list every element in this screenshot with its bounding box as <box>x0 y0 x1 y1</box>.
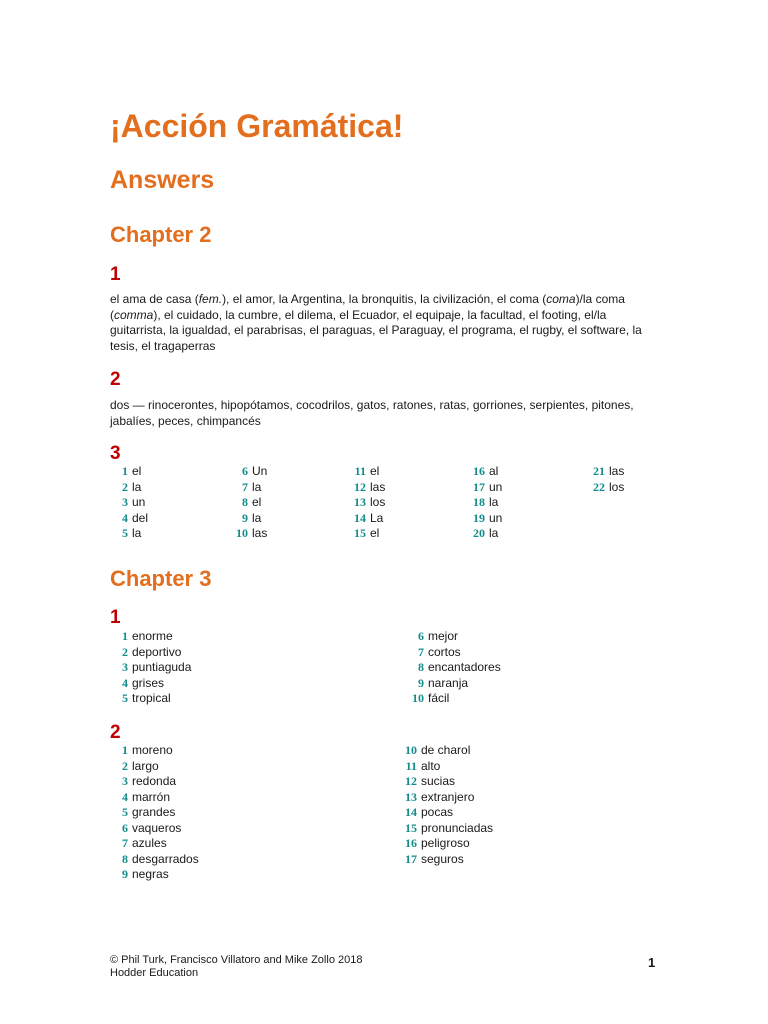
answer-item <box>110 743 199 759</box>
answer-number: 22 <box>593 479 605 494</box>
answer-item <box>348 495 385 511</box>
answer-number: 5 <box>122 526 128 540</box>
answer-number: 7 <box>242 479 248 494</box>
answer-number: 17 <box>473 479 485 494</box>
copyright-line: © Phil Turk, Francisco Villatoro and Mike Zollo 2018 <box>110 954 363 966</box>
answer-number: 1 <box>122 743 128 757</box>
ch2-question-2-number: 2 <box>110 369 121 390</box>
answer-text: deportivo <box>132 644 182 659</box>
answer-column <box>110 464 148 542</box>
answer-number: 3 <box>122 660 128 674</box>
answer-number: 14 <box>354 510 366 525</box>
answer-number: 16 <box>473 464 485 478</box>
answer-item <box>399 821 493 837</box>
chapter-2-heading: Chapter 2 <box>110 222 212 247</box>
answer-text: las <box>370 479 386 494</box>
answer-number: 2 <box>122 758 128 773</box>
answer-text: negras <box>132 867 169 881</box>
answer-item <box>467 464 502 480</box>
answer-item <box>110 495 148 511</box>
answer-text: largo <box>132 758 159 773</box>
ch2-question-1-number: 1 <box>110 264 121 285</box>
answer-item <box>467 526 502 542</box>
answer-text: la <box>252 479 262 494</box>
answer-number: 4 <box>122 510 128 525</box>
answer-item <box>110 511 148 527</box>
answer-text: azules <box>132 836 167 850</box>
answer-item <box>230 495 267 511</box>
answer-item <box>399 743 493 759</box>
answer-item <box>406 660 501 676</box>
answer-number: 7 <box>122 836 128 850</box>
answer-text: grandes <box>132 805 176 819</box>
answer-item <box>399 774 493 790</box>
answer-number: 1 <box>122 464 128 478</box>
chapter-3-heading: Chapter 3 <box>110 566 212 591</box>
answer-number: 9 <box>122 867 128 881</box>
ch3-question-2-answers <box>110 743 650 888</box>
answer-number: 9 <box>242 510 248 525</box>
answer-text: enorme <box>132 629 173 643</box>
answer-text: de charol <box>421 743 471 757</box>
answer-number: 8 <box>418 660 424 674</box>
answer-item <box>110 660 191 676</box>
answer-text: el <box>252 495 262 509</box>
answer-number: 4 <box>122 675 128 690</box>
answer-text: el <box>370 464 380 478</box>
answer-text: encantadores <box>428 660 501 674</box>
answer-text: del <box>132 510 149 525</box>
answer-column <box>110 629 191 707</box>
answer-number: 20 <box>473 526 485 540</box>
answer-text: un <box>489 510 503 525</box>
ch2-question-2-answer: dos — rinocerontes, hipopótamos, cocodrilos, gatos, ratones, ratas, gorriones, serpientes, pitones, jabalíes, peces, chimpancés <box>110 398 634 428</box>
answer-item <box>399 790 493 806</box>
answer-number: 7 <box>418 644 424 659</box>
ch3-question-2-number: 2 <box>110 722 121 743</box>
answer-item <box>110 821 199 837</box>
answer-text: tropical <box>132 691 171 705</box>
answer-column <box>348 464 385 542</box>
answer-column <box>406 629 501 707</box>
answer-text: Un <box>252 464 268 478</box>
answer-text: seguros <box>421 851 464 866</box>
answer-text: la <box>489 526 499 540</box>
answer-item <box>230 480 267 496</box>
answer-text: La <box>370 510 384 525</box>
answer-number: 11 <box>354 464 366 478</box>
answer-text: marrón <box>132 789 171 804</box>
ch2-question-3-answers <box>110 464 650 544</box>
answer-text: redonda <box>132 774 177 788</box>
answer-text: grises <box>132 675 165 690</box>
answer-number: 3 <box>122 774 128 788</box>
answer-item <box>230 511 267 527</box>
answer-text: mejor <box>428 629 459 643</box>
answer-item <box>348 464 385 480</box>
answer-item <box>399 836 493 852</box>
answer-item <box>348 511 385 527</box>
answer-text: extranjero <box>421 789 475 804</box>
answer-item <box>399 805 493 821</box>
answer-column <box>230 464 267 542</box>
answer-text: las <box>609 464 625 478</box>
answer-text: las <box>252 526 268 540</box>
answer-number: 6 <box>418 629 424 643</box>
answer-item <box>406 645 501 661</box>
answer-item <box>110 480 148 496</box>
answer-number: 19 <box>473 510 485 525</box>
answer-number: 8 <box>122 851 128 866</box>
answer-item <box>110 836 199 852</box>
answer-text: naranja <box>428 675 469 690</box>
answer-number: 3 <box>122 495 128 509</box>
answer-text: peligroso <box>421 836 470 850</box>
answer-text: un <box>489 479 503 494</box>
answer-item <box>110 645 191 661</box>
answer-number: 13 <box>405 789 417 804</box>
page-number: 1 <box>648 955 656 970</box>
answer-text: vaqueros <box>132 820 182 835</box>
answer-item <box>467 480 502 496</box>
answer-item <box>406 629 501 645</box>
answer-number: 4 <box>122 789 128 804</box>
ch3-question-1-answers <box>110 629 650 709</box>
answer-number: 5 <box>122 691 128 705</box>
answer-column <box>467 464 502 542</box>
answer-item <box>467 495 502 511</box>
answer-text: fácil <box>428 691 450 705</box>
answer-text: pronunciadas <box>421 820 494 835</box>
answer-item <box>399 852 493 868</box>
answer-column <box>110 743 199 883</box>
answer-number: 17 <box>405 851 417 866</box>
answer-item <box>110 526 148 542</box>
answer-item <box>406 676 501 692</box>
answer-text: puntiaguda <box>132 660 192 674</box>
answer-item <box>348 480 385 496</box>
answer-item <box>110 790 199 806</box>
answer-number: 15 <box>354 526 366 540</box>
document-title: ¡Acción Gramática! <box>110 108 404 144</box>
answer-column <box>587 464 624 495</box>
answer-number: 8 <box>242 495 248 509</box>
answer-item <box>110 774 199 790</box>
answer-item <box>110 852 199 868</box>
answer-item <box>230 526 267 542</box>
answer-item <box>110 691 191 707</box>
answer-text: sucias <box>421 774 456 788</box>
answer-text: moreno <box>132 743 173 757</box>
answer-text: al <box>489 464 499 478</box>
answer-text: el <box>370 526 380 540</box>
answer-number: 13 <box>354 495 366 509</box>
answer-item <box>110 759 199 775</box>
answer-text: los <box>609 479 625 494</box>
answer-item <box>406 691 501 707</box>
answer-item <box>110 867 199 883</box>
answer-text: pocas <box>421 805 454 819</box>
answer-number: 12 <box>354 479 366 494</box>
answer-text: cortos <box>428 644 461 659</box>
answer-number: 10 <box>412 691 424 705</box>
answer-text: la <box>489 495 499 509</box>
answer-number: 21 <box>593 464 605 478</box>
answer-text: la <box>132 526 142 540</box>
answer-number: 2 <box>122 644 128 659</box>
answer-text: alto <box>421 758 441 773</box>
answer-number: 6 <box>242 464 248 478</box>
answer-item <box>467 511 502 527</box>
answer-item <box>110 629 191 645</box>
copyright-footer <box>110 954 362 979</box>
publisher-line: Hodder Education <box>110 966 199 979</box>
answer-number: 18 <box>473 495 485 509</box>
answer-text: el <box>132 464 142 478</box>
answer-number: 10 <box>405 743 417 757</box>
answer-number: 6 <box>122 820 128 835</box>
answer-text: la <box>132 479 142 494</box>
answer-number: 16 <box>405 836 417 850</box>
answer-text: un <box>132 495 146 509</box>
ch2-question-1-answer: el ama de casa (fem.), el amor, la Argentina, la bronquitis, la civilización, el coma (coma)/la coma (comma), el cuidado, la cumbre, el dilema, el Ecuador, el equipaje, la facultad, el footing, el/la guitarrista, la igualdad, el parabrisas, el paraguas, el Paraguay, el programa, el rugby, el software, la tesis, el tragaperras <box>110 292 642 353</box>
answer-text: la <box>252 510 262 525</box>
answer-number: 2 <box>122 479 128 494</box>
answer-item <box>587 480 624 496</box>
answer-number: 14 <box>405 805 417 819</box>
answer-item <box>348 526 385 542</box>
answer-item <box>230 464 267 480</box>
answer-number: 9 <box>418 675 424 690</box>
answer-item <box>399 759 493 775</box>
answer-number: 10 <box>236 526 248 540</box>
answer-number: 12 <box>405 774 417 788</box>
answer-number: 11 <box>405 758 417 773</box>
answer-number: 5 <box>122 805 128 819</box>
answer-item <box>110 464 148 480</box>
answer-number: 15 <box>405 820 417 835</box>
answer-text: desgarrados <box>132 851 199 866</box>
answer-item <box>110 676 191 692</box>
ch3-question-1-number: 1 <box>110 607 121 628</box>
answer-text: los <box>370 495 386 509</box>
answer-item <box>587 464 624 480</box>
answer-number: 1 <box>122 629 128 643</box>
answer-column <box>399 743 493 867</box>
answer-item <box>110 805 199 821</box>
answers-heading: Answers <box>110 166 215 194</box>
ch2-question-3-number: 3 <box>110 443 121 464</box>
